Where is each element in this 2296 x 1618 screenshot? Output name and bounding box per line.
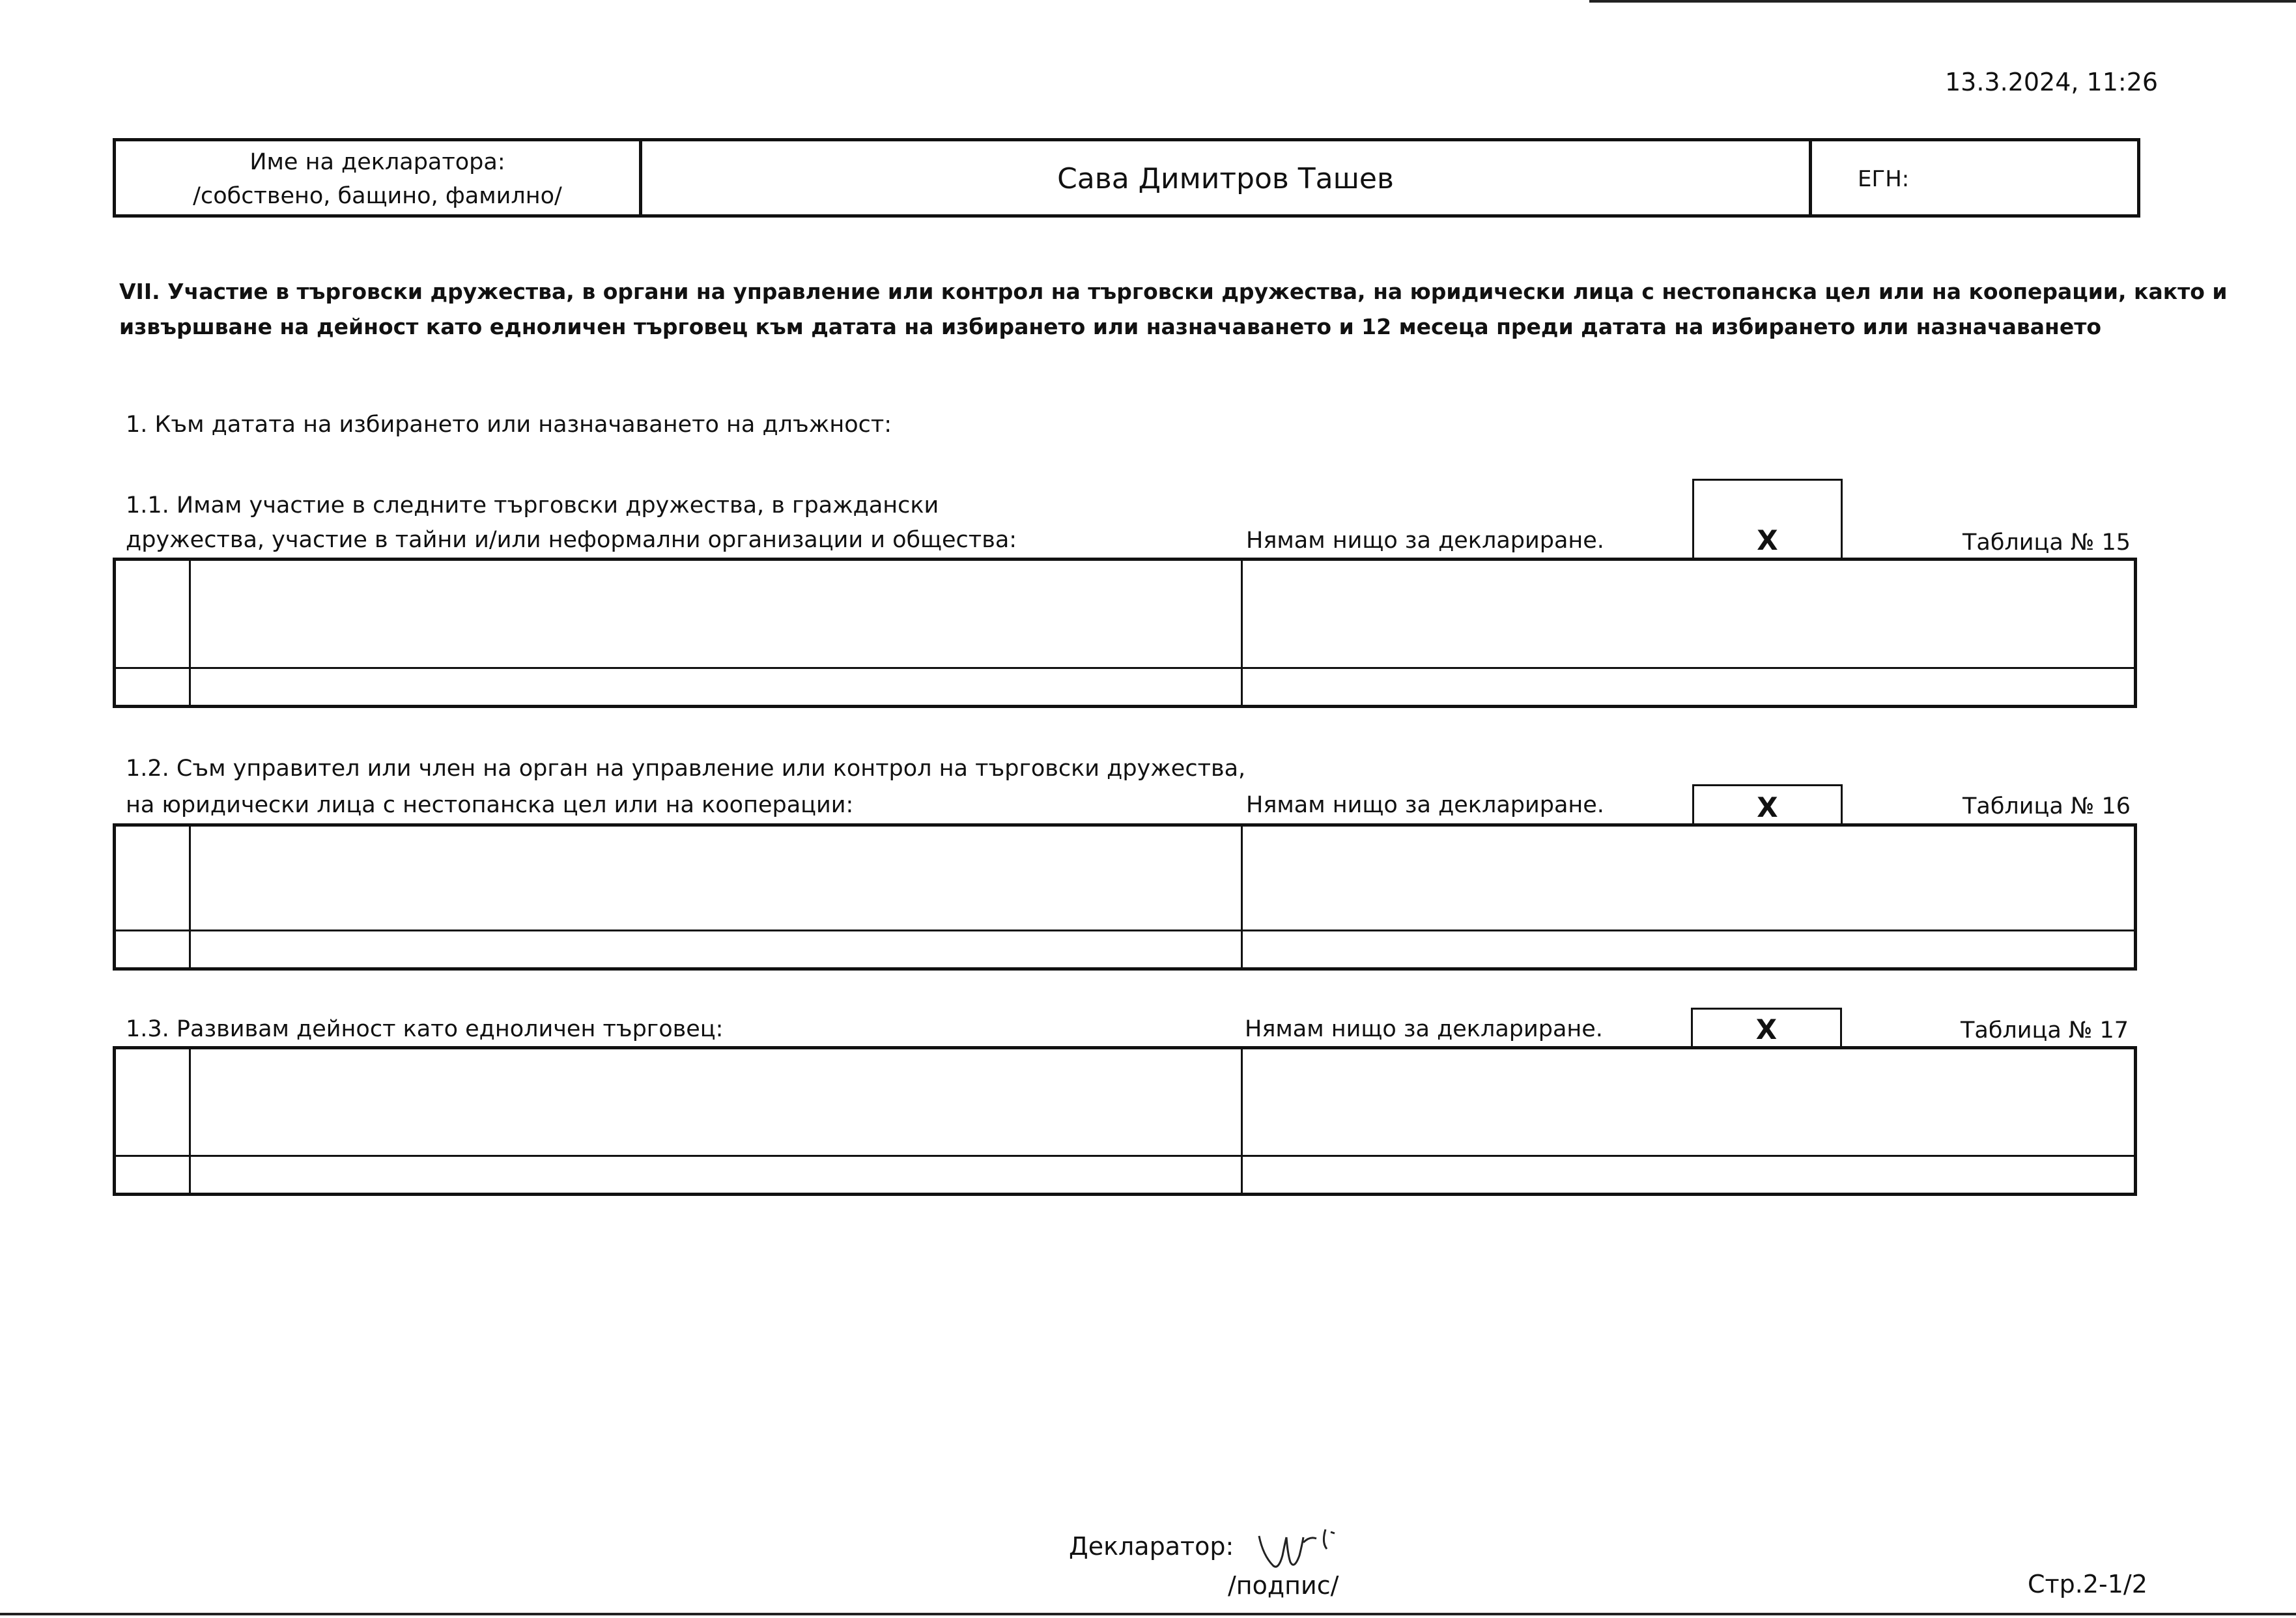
subsection-1-2-line2: на юридически лица с нестопанска цел или на кооперации: — [126, 792, 854, 818]
scan-edge-bottom — [0, 1613, 2296, 1615]
declarant-name: Сава Димитров Ташев — [1057, 162, 1394, 195]
declarant-name-cell — [642, 141, 1812, 214]
subsection-1-1-line2: дружества, участие в тайни и/или неформални организации и общества: — [126, 527, 1017, 553]
subsection-1-3-line1: 1.3. Развивам дейност като едноличен търговец: — [126, 1016, 724, 1042]
none-label-1-2: Нямам нищо за деклариране. — [1246, 792, 1604, 818]
table-label-17: Таблица № 17 — [1961, 1017, 2129, 1043]
table-15 — [113, 558, 2137, 708]
table-17-row-divider — [116, 1155, 2134, 1157]
none-checkbox-1-1: X — [1692, 479, 1843, 559]
scan-edge-top — [1589, 0, 2296, 3]
table-16-row-divider — [116, 930, 2134, 931]
none-label-1-1: Нямам нищо за деклариране. — [1246, 528, 1604, 554]
name-label-line1: Име на декларатора: — [249, 149, 505, 175]
none-checkbox-1-3 — [1691, 1008, 1842, 1049]
table-17-col-divider-2 — [1241, 1049, 1243, 1193]
declarant-header — [113, 138, 2140, 218]
page-number: Стр.2-1/2 — [2028, 1570, 2147, 1598]
signature-caption: /подпис/ — [1228, 1571, 1339, 1600]
table-15-col-divider-1 — [189, 561, 191, 705]
egn-label: ЕГН: — [1858, 166, 1910, 192]
table-16 — [113, 823, 2137, 971]
none-mark-1-2: X — [1757, 791, 1778, 823]
none-checkbox-1-2 — [1692, 784, 1843, 825]
none-label-1-3: Нямам нищо за деклариране. — [1245, 1016, 1603, 1042]
table-16-col-divider-1 — [189, 827, 191, 967]
table-15-row-divider — [116, 667, 2134, 669]
subsection-1-1-line1: 1.1. Имам участие в следните търговски дружества, в граждански — [126, 492, 939, 518]
print-datetime: 13.3.2024, 11:26 — [1945, 68, 2159, 96]
table-label-16: Таблица № 16 — [1963, 793, 2131, 819]
section-title-line2: извършване на дейност като едноличен търговец към датата на избирането или назначаването и 12 месеца преди датата на избирането или назначаването — [119, 314, 2102, 339]
table-17 — [113, 1046, 2137, 1196]
table-17-col-divider-1 — [189, 1049, 191, 1193]
none-mark-1-3: X — [1755, 1014, 1778, 1045]
declarant-footer-label: Декларатор: — [1069, 1532, 1234, 1561]
egn-cell — [1812, 141, 2137, 214]
intro-text: 1. Към датата на избирането или назначаването на длъжност: — [126, 412, 892, 438]
table-16-col-divider-2 — [1241, 827, 1243, 967]
section-title-line1: VII. Участие в търговски дружества, в органи на управление или контрол на търговски дружества, на юридически лица с нестопанска цел или на кооперации, както и — [119, 279, 2228, 304]
table-label-15: Таблица № 15 — [1963, 530, 2131, 556]
table-15-col-divider-2 — [1241, 561, 1243, 705]
name-label-cell — [116, 141, 642, 214]
subsection-1-2-line1: 1.2. Съм управител или член на орган на управление или контрол на търговски дружества, — [126, 756, 1246, 782]
name-label-line2: /собствено, бащино, фамилно/ — [193, 183, 562, 209]
